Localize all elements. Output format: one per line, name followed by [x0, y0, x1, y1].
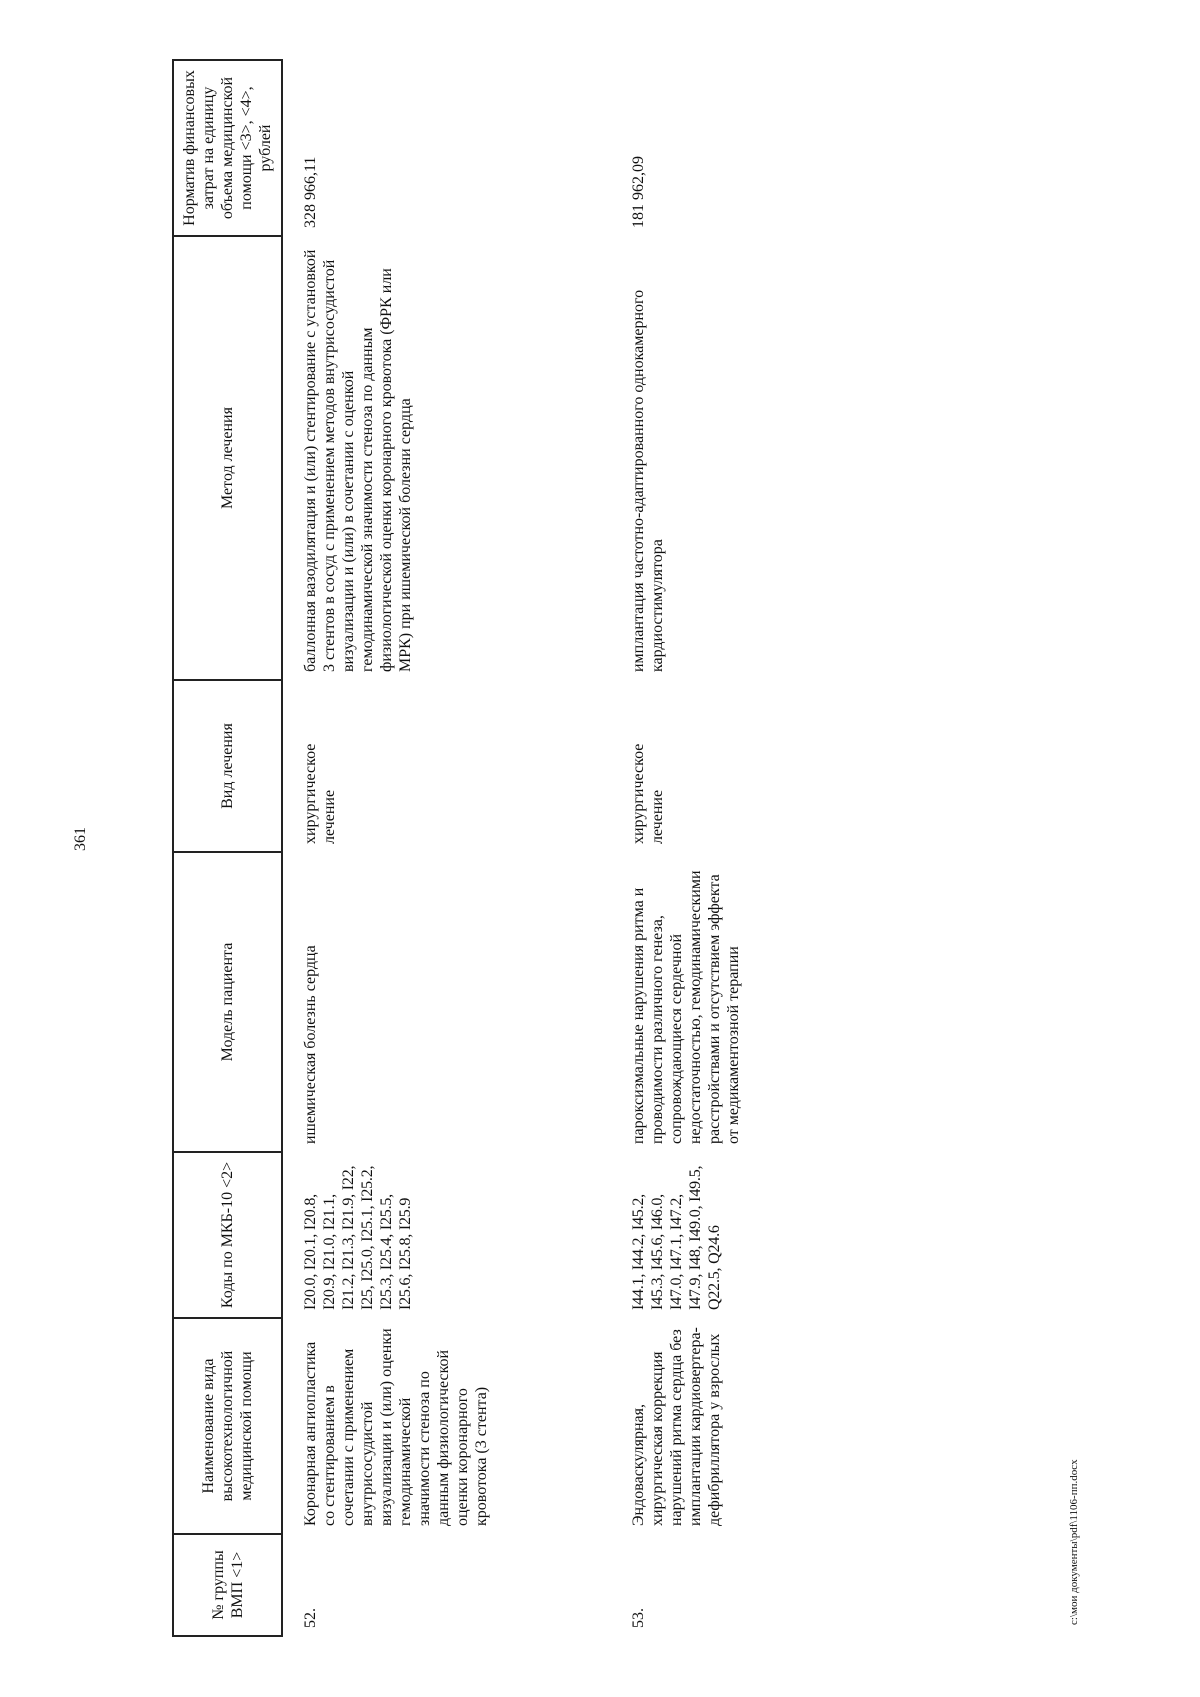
- row-treatment-type: хирургическое лечение: [302, 743, 338, 844]
- row-cost-norm: 181 962,09: [630, 156, 647, 228]
- row-cost-norm: 328 966,11: [302, 156, 319, 228]
- row-icd-codes: I20.0, I20.1, I20.8, I20.9, I21.0, I21.1, I21.2, I21.3, I21.9, I22, I25, I25.0, I25.1, I25.2, I25.3, I25.4, I25.5, I25.6, I25.8, I25.9: [302, 1165, 414, 1310]
- row-vmp-name: Эндоваскулярная, хирургическая коррекция нарушений ритма сердца без имплантации кардиовертера-дефибриллятора у взрослых: [630, 1327, 723, 1526]
- footer-file-path: c:\мои документы\pdf\1106-пп.docx: [1068, 1459, 1080, 1625]
- row-treatment-method: баллонная вазодилятация и (или) стентирование с установкой 3 стентов в сосуд с применением методов внутрисосудистой визуализации и (или) в сочетании с оценкой гемодинамической значимости стеноза по данным физиологической оценки коронарного кровотока (ФРК или МРК) при ишемической болезни сердца: [302, 249, 414, 672]
- page-number: 361: [72, 827, 89, 851]
- table-row: [611, 60, 939, 1636]
- header-treatment-type: Вид лечения: [173, 680, 282, 852]
- row-treatment-method: имплантация частотно-адаптированного однокамерного кардиостимулятора: [630, 289, 666, 672]
- row-treatment-type: хирургическое лечение: [630, 743, 666, 844]
- row-group-number: 52.: [302, 1608, 319, 1628]
- row-group-number: 53.: [630, 1608, 647, 1628]
- header-icd-codes: Коды по МКБ-10 <2>: [173, 1152, 282, 1318]
- vmp-table: [172, 59, 939, 1637]
- row-icd-codes: I44.1, I44.2, I45.2, I45.3, I45.6, I46.0, I47.0, I47.1, I47.2, I47.9, I48, I49.0, I49.5, Q22.5, Q24.6: [630, 1165, 723, 1310]
- header-treatment-method: Метод лечения: [173, 236, 282, 680]
- header-vmp-name: Наименование вида высокотехнологичной медицинской помощи: [173, 1318, 282, 1534]
- row-patient-model: пароксизмальные нарушения ритма и проводимости различного генеза, сопровождающиеся сердечной недостаточностью, гемодинамическими расстройствами и отсутствием эффекта от медикаментозной терапии: [630, 870, 742, 1144]
- header-group-number: № группы ВМП <1>: [173, 1534, 282, 1636]
- row-vmp-name: Коронарная ангиопластика со стентированием в сочетании с применением внутрисосудистой визуализации и (или) оценки гемодинамической значимости стеноза по данным физиологической оценки коронарного кровотока (3 стента): [302, 1328, 490, 1526]
- table-row: [282, 60, 611, 1636]
- header-patient-model: Модель пациента: [173, 852, 282, 1152]
- row-patient-model: ишемическая болезнь сердца: [302, 945, 319, 1144]
- table-header-row: [173, 60, 282, 1636]
- header-cost-norm: Норматив финансовых затрат на единицу объема медицинской помощи <3>, <4>, рублей: [173, 60, 282, 236]
